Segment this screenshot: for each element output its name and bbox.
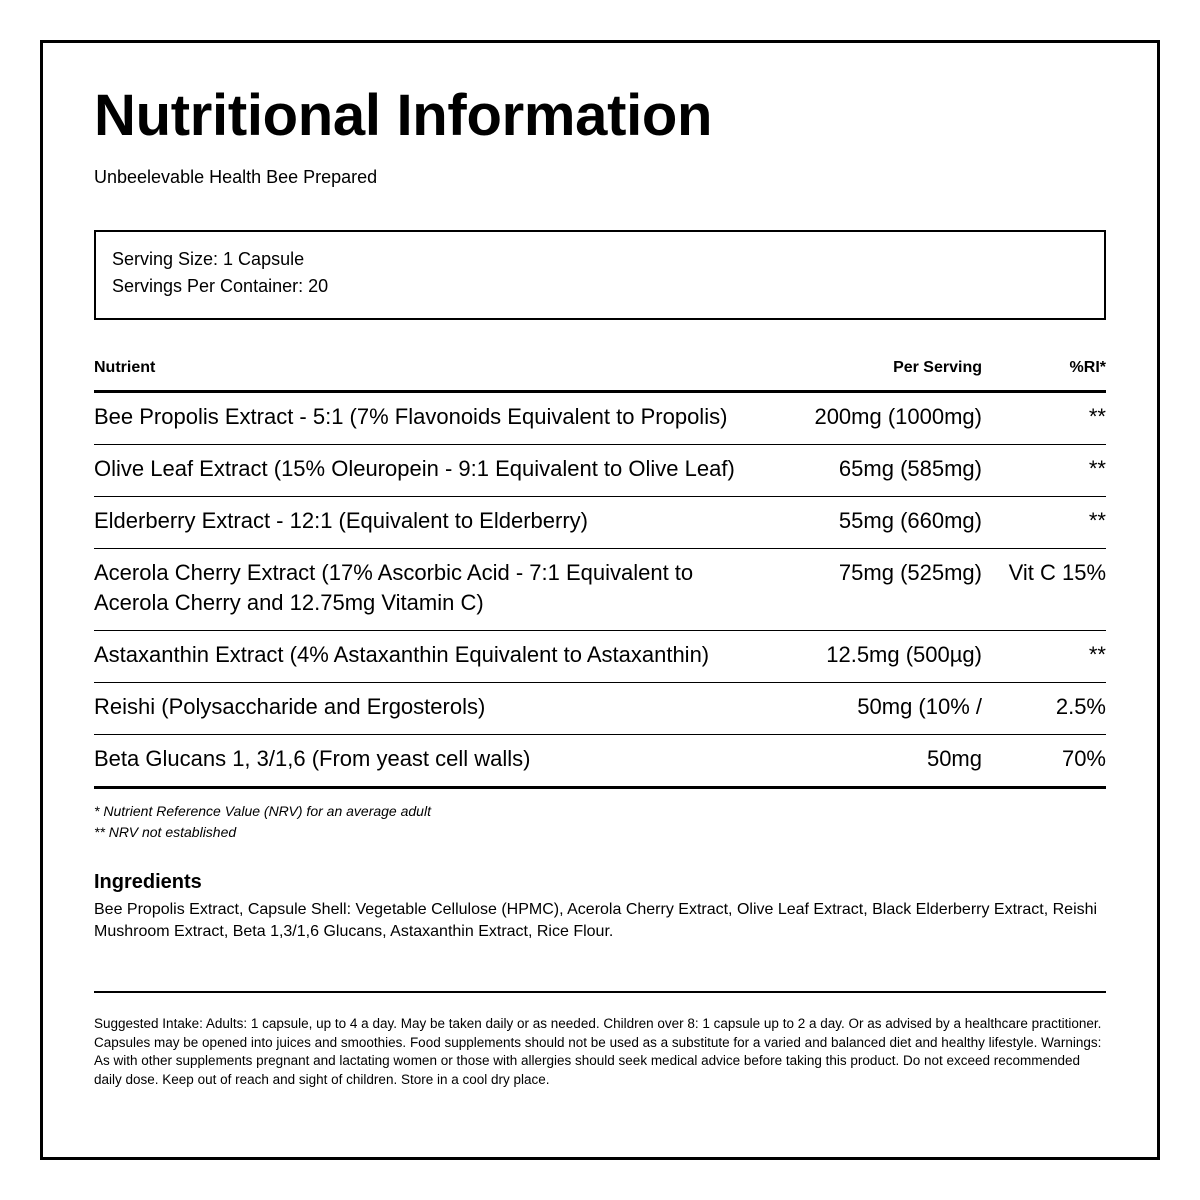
nutrition-table xyxy=(94,358,1106,789)
per-serving-value: 50mg (10% / xyxy=(857,694,982,719)
servings-per-container: Servings Per Container: 20 xyxy=(112,276,329,296)
table-row xyxy=(94,445,1106,497)
ri-value: 2.5% xyxy=(1055,694,1106,719)
ri-value: ** xyxy=(1088,642,1106,667)
ri-value: ** xyxy=(1088,508,1106,533)
per-serving-value: 75mg (525mg) xyxy=(838,560,982,585)
nutrient-name: Elderberry Extract - 12:1 (Equivalent to Elderberry) xyxy=(94,508,588,533)
nutrient-name: Reishi (Polysaccharide and Ergosterols) xyxy=(94,694,486,719)
serving-info-box xyxy=(94,230,1106,320)
serving-size: Serving Size: 1 Capsule xyxy=(112,249,305,269)
per-serving-value: 50mg xyxy=(926,746,982,771)
table-row xyxy=(94,631,1106,683)
per-serving-value: 200mg (1000mg) xyxy=(814,404,982,429)
table-row xyxy=(94,497,1106,549)
ingredients-text: Bee Propolis Extract, Capsule Shell: Vegetable Cellulose (HPMC), Acerola Cherry Extract, Olive Leaf Extract, Black Elderberry Extract, Reishi Mushroom Extract, Beta 1,3/1,6 Glucans, Astaxanthin Extract, Rice Flour. xyxy=(94,901,1098,940)
column-header-nutrient: Nutrient xyxy=(94,359,156,376)
nutrient-name: Olive Leaf Extract (15% Oleuropein - 9:1 Equivalent to Olive Leaf) xyxy=(94,456,735,481)
per-serving-value: 55mg (660mg) xyxy=(838,508,982,533)
ingredients-heading: Ingredients xyxy=(94,871,202,893)
nutrient-name: Bee Propolis Extract - 5:1 (7% Flavonoids Equivalent to Propolis) xyxy=(94,404,728,429)
label-content xyxy=(94,80,1106,1089)
ri-value: 70% xyxy=(1061,746,1106,771)
per-serving-value: 12.5mg (500µg) xyxy=(826,642,982,667)
per-serving-value: 65mg (585mg) xyxy=(838,456,982,481)
nutrient-name: Astaxanthin Extract (4% Astaxanthin Equivalent to Astaxanthin) xyxy=(94,642,710,667)
ri-value: Vit C 15% xyxy=(1008,560,1106,585)
table-row xyxy=(94,393,1106,445)
footnote-nrv: * Nutrient Reference Value (NRV) for an average adult xyxy=(94,803,431,819)
ri-value: ** xyxy=(1088,456,1106,481)
footnote-not-established: ** NRV not established xyxy=(94,824,237,840)
suggested-intake-warnings: Suggested Intake: Adults: 1 capsule, up to 4 a day. May be taken daily or as needed. Children over 8: 1 capsule up to 2 a day. Or as advised by a healthcare practitioner. Capsules may be opened into juices and smoothies. Food supplements should not be used as a substitute for a varied and balanced diet and healthy lifestyle. Warnings: As with other supplements pregnant and lactating women or those with allergies should seek medical advice before taking this product. Do not exceed recommended daily dose. Keep out of reach and sight of children. Store in a cool dry place. xyxy=(94,1016,1102,1087)
page-title: Nutritional Information xyxy=(94,83,713,148)
table-header xyxy=(94,358,1106,393)
column-header-per-serving: Per Serving xyxy=(893,359,982,376)
table-row xyxy=(94,735,1106,789)
column-header-ri: %RI* xyxy=(1069,359,1106,376)
nutrient-name: Beta Glucans 1, 3/1,6 (From yeast cell walls) xyxy=(94,746,531,771)
ri-value: ** xyxy=(1088,404,1106,429)
page-subtitle: Unbeelevable Health Bee Prepared xyxy=(94,167,378,187)
nutrient-name: Acerola Cherry Extract (17% Ascorbic Acid - 7:1 Equivalent to Acerola Cherry and 12.75mg Vitamin C) xyxy=(94,560,694,615)
table-row xyxy=(94,683,1106,735)
table-row xyxy=(94,549,1106,631)
section-divider xyxy=(94,991,1106,993)
footnotes xyxy=(94,801,1106,843)
